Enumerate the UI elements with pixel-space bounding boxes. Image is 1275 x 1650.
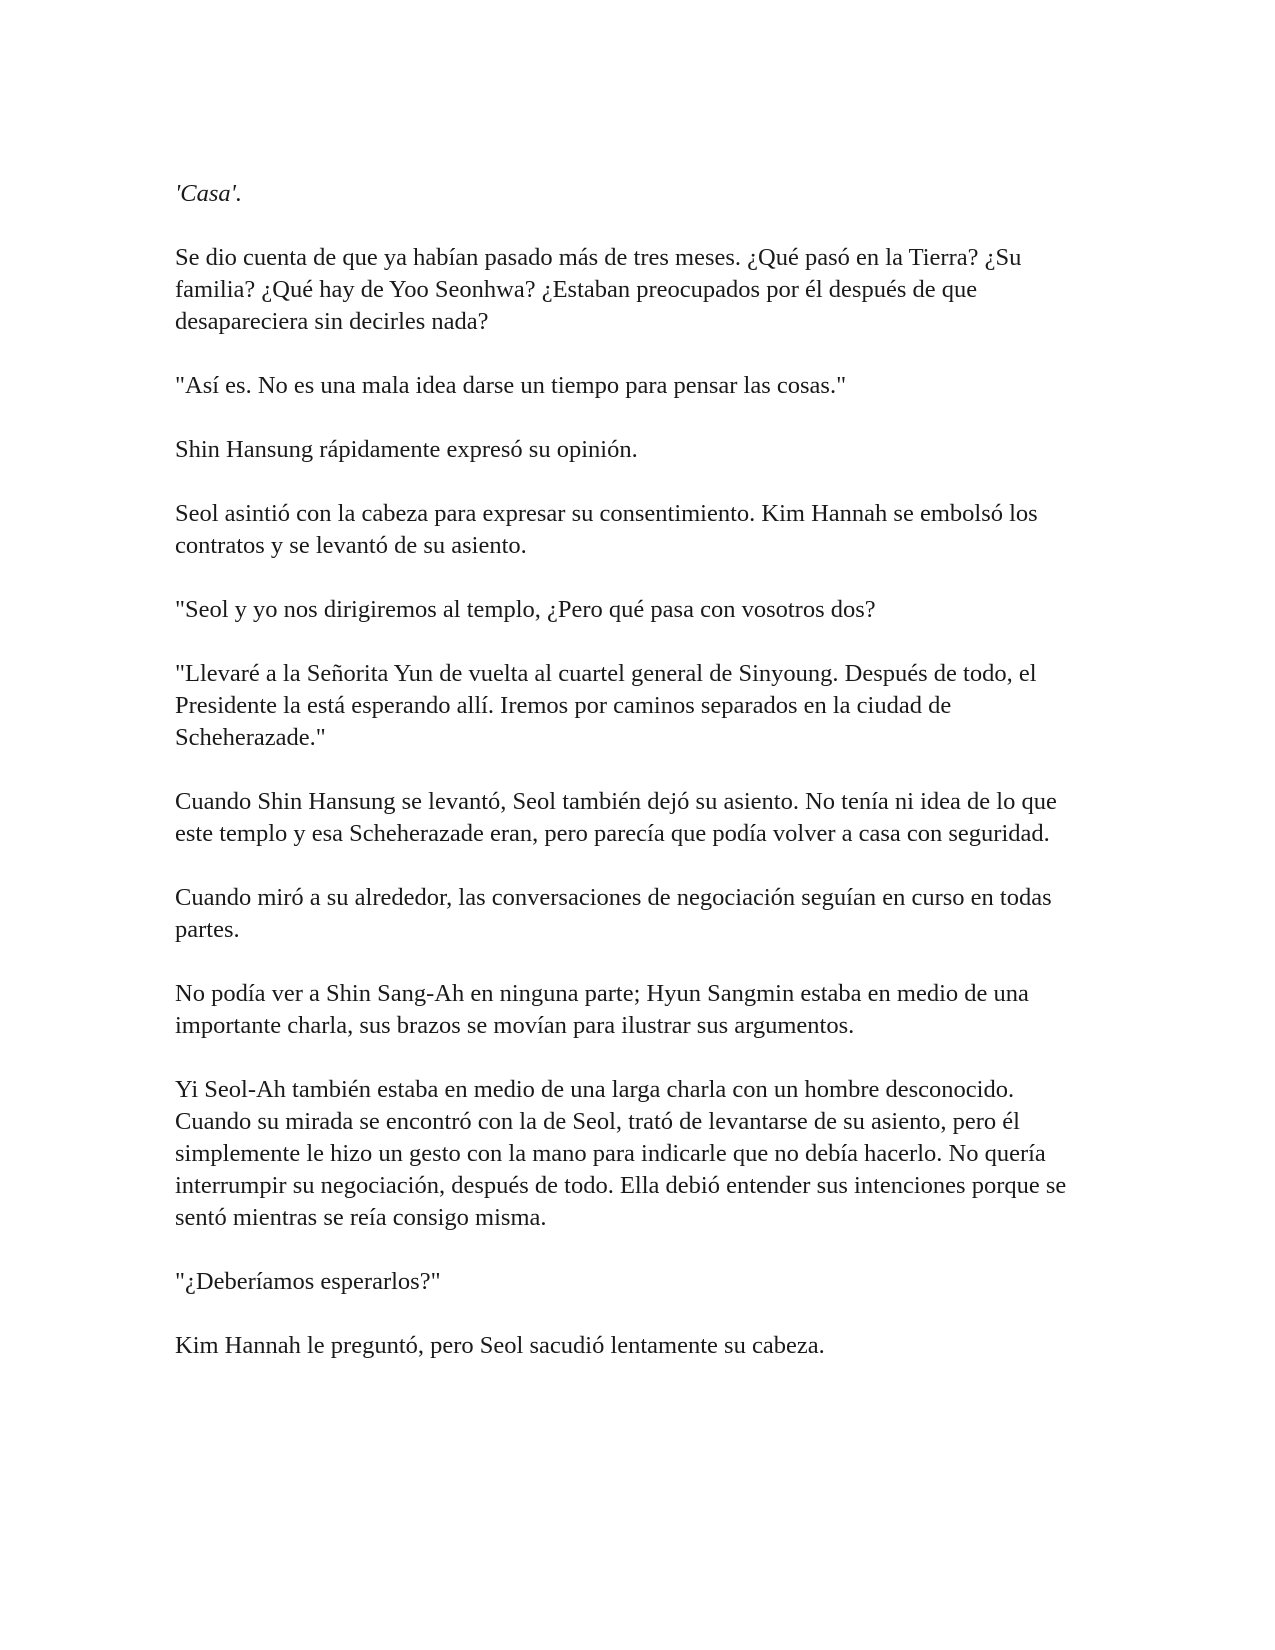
document-body xyxy=(175,178,1095,1394)
paragraph: "Llevaré a la Señorita Yun de vuelta al cuartel general de Sinyoung. Después de todo, el Presidente la está esperando allí. Iremos por caminos separados en la ciudad de Scheherazade." xyxy=(175,660,1037,751)
paragraph: Cuando miró a su alrededor, las conversaciones de negociación seguían en curso en todas partes. xyxy=(175,884,1052,943)
paragraph: "¿Deberíamos esperarlos?" xyxy=(175,1268,441,1295)
paragraph: Seol asintió con la cabeza para expresar su consentimiento. Kim Hannah se embolsó los contratos y se levantó de su asiento. xyxy=(175,500,1038,559)
paragraph: "Seol y yo nos dirigiremos al templo, ¿Pero qué pasa con vosotros dos? xyxy=(175,596,876,623)
paragraph: Kim Hannah le preguntó, pero Seol sacudió lentamente su cabeza. xyxy=(175,1332,825,1359)
paragraph: Yi Seol-Ah también estaba en medio de una larga charla con un hombre desconocido. Cuando su mirada se encontró con la de Seol, trató de levantarse de su asiento, pero él simplemente le hizo un gesto con la mano para indicarle que no debía hacerlo. No quería interrumpir su negociación, después de todo. Ella debió entender sus intenciones porque se sentó mientras se reía consigo misma. xyxy=(175,1076,1067,1231)
paragraph: Cuando Shin Hansung se levantó, Seol también dejó su asiento. No tenía ni idea de lo que este templo y esa Scheherazade eran, pero parecía que podía volver a casa con seguridad. xyxy=(175,788,1057,847)
paragraph-title-word: 'Casa'. xyxy=(175,180,242,207)
paragraph: Se dio cuenta de que ya habían pasado más de tres meses. ¿Qué pasó en la Tierra? ¿Su familia? ¿Qué hay de Yoo Seonhwa? ¿Estaban preocupados por él después de que desapareciera sin decirles nada? xyxy=(175,244,1022,335)
paragraph: "Así es. No es una mala idea darse un tiempo para pensar las cosas." xyxy=(175,372,847,399)
paragraph: No podía ver a Shin Sang-Ah en ninguna parte; Hyun Sangmin estaba en medio de una importante charla, sus brazos se movían para ilustrar sus argumentos. xyxy=(175,980,1029,1039)
paragraph: Shin Hansung rápidamente expresó su opinión. xyxy=(175,436,638,463)
